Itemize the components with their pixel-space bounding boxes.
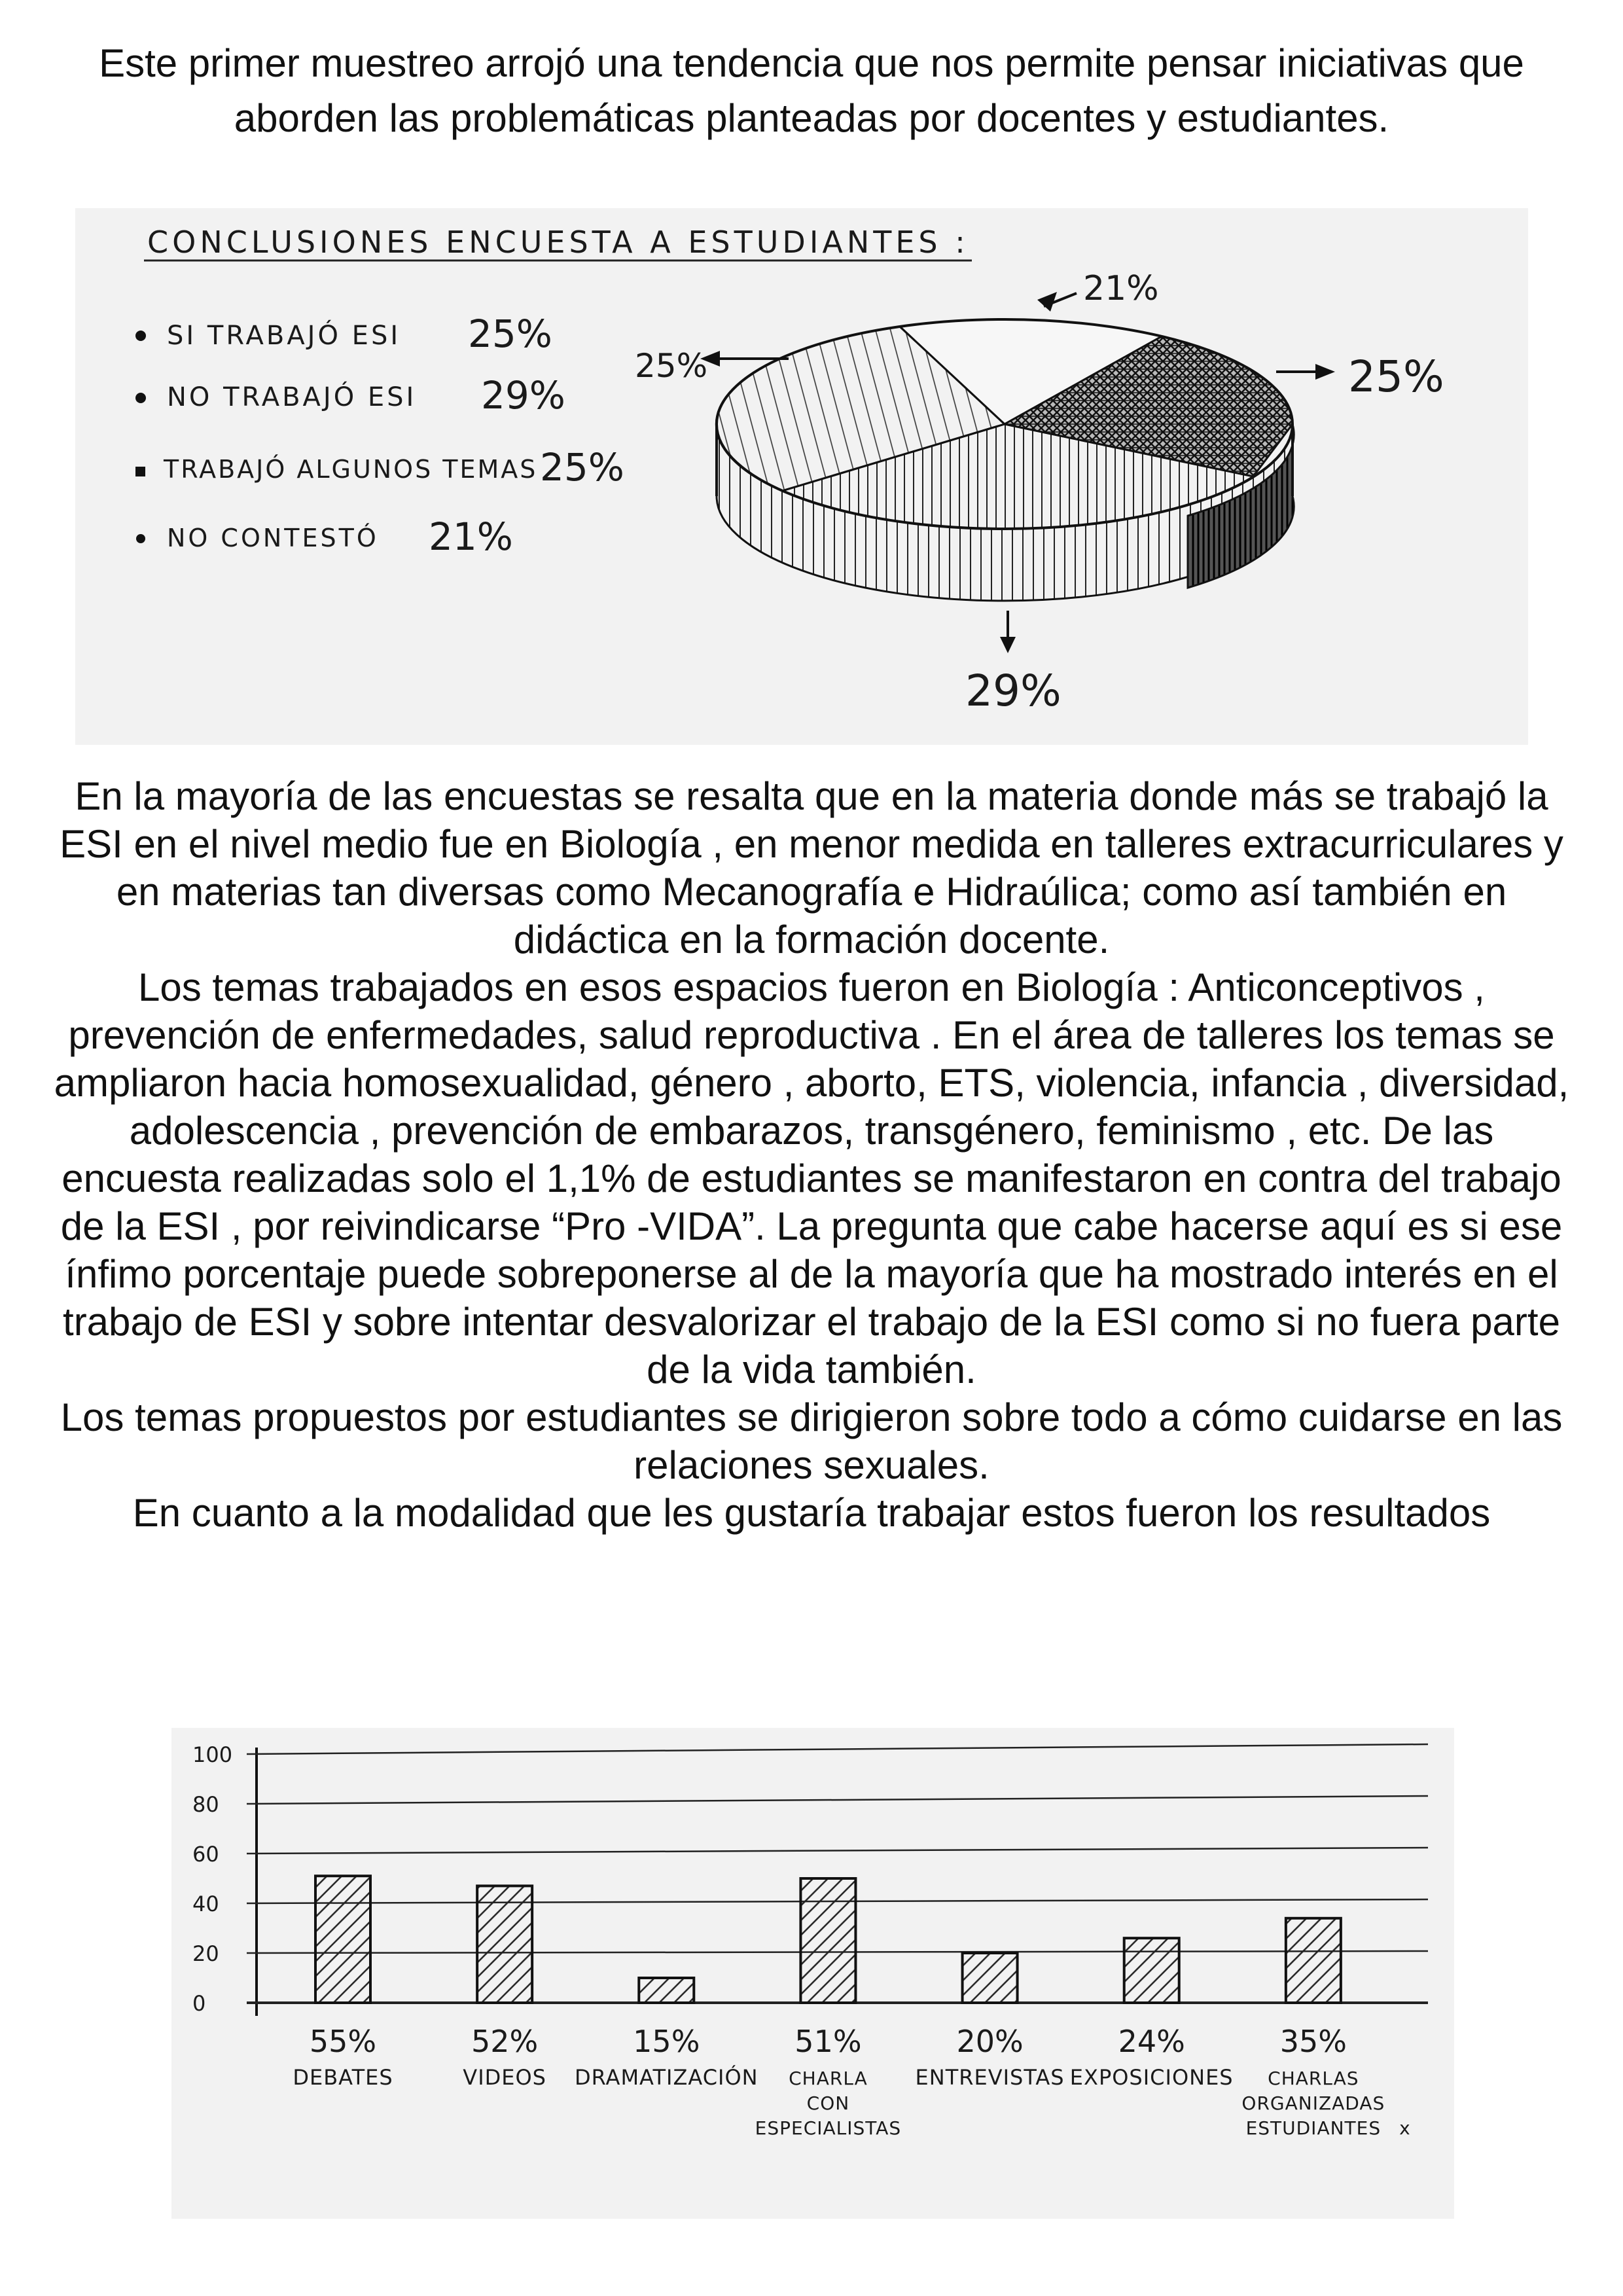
- legend-value: 29%: [481, 373, 565, 418]
- gridline: [247, 1744, 1428, 1754]
- category-label: EXPOSICIONES: [1069, 2065, 1234, 2090]
- category-label: CHARLA: [789, 2068, 868, 2089]
- legend-value: 25%: [540, 445, 624, 490]
- bar: [800, 1878, 855, 2003]
- paragraph-3: Los temas propuestos por estudiantes se dirigieron sobre todo a cómo cuidarse en las relaciones sexuales.: [60, 1395, 1563, 1487]
- callout-right: 25%: [1348, 351, 1444, 402]
- category-label: ESTUDIANTES: [1245, 2117, 1382, 2139]
- paragraph-2: Los temas trabajados en esos espacios fueron en Biología : Anticonceptivos , prevención de enfermedades, salud reproductiva . En el área de talleres los temas se ampliaron hacia homosexualidad, género , aborto, ETS, violencia, infancia , diversidad, adolescencia , prevención de embarazos, transgénero, feminismo , etc. De las encuesta realizadas solo el 1,1% de estudiantes se manifestaron en contra del trabajo de la ESI , por reivindicarse “Pro -VIDA”. La pregunta que cabe hacerse aquí es si ese ínfimo porcentaje puede sobreponerse al de la mayoría que ha mostrado interés en el trabajo de ESI y sobre intentar desvalorizar el trabajo de la ESI como si no fuera parte de la vida también.: [54, 965, 1569, 1391]
- callout-bottom: 29%: [965, 666, 1061, 716]
- y-axis-ticks: [192, 1742, 232, 2016]
- category-label: ESPECIALISTAS: [755, 2117, 902, 2139]
- bar-data-label: 52%: [471, 2024, 539, 2059]
- paragraph-1: En la mayoría de las encuestas se resalta que en la materia donde más se trabajó la ESI en el nivel medio fue en Biología , en menor medida en talleres extracurriculares y en materias tan diversas como Mecanografía e Hidraúlica; como así también en didáctica en la formación docente.: [60, 774, 1563, 961]
- legend-value: 21%: [429, 514, 513, 559]
- pie-title: CONCLUSIONES ENCUESTA A ESTUDIANTES :: [147, 224, 969, 260]
- bar: [963, 1953, 1018, 2003]
- pie-chart-panel: [75, 208, 1528, 745]
- pie-legend: [135, 312, 624, 559]
- legend-label: TRABAJÓ ALGUNOS TEMAS: [164, 455, 538, 484]
- category-label: ORGANIZADAS: [1241, 2092, 1385, 2114]
- bar: [477, 1886, 532, 2003]
- pie-graphic: [716, 319, 1294, 601]
- bar-data-label: 20%: [956, 2024, 1024, 2059]
- intro-line-2: aborden las problemáticas planteadas por docentes y estudiantes.: [234, 96, 1389, 140]
- legend-label: NO TRABAJÓ ESI: [167, 382, 417, 412]
- legend-value: 25%: [468, 312, 552, 356]
- pie-chart: [75, 208, 1528, 745]
- category-label: CON: [806, 2092, 850, 2114]
- intro-line-1: Este primer muestreo arrojó una tendencia que nos permite pensar iniciativas que: [99, 41, 1524, 85]
- category-label: DRAMATIZACIÓN: [574, 2065, 758, 2090]
- category-label: VIDEOS: [463, 2065, 546, 2090]
- callout-top: 21%: [1083, 269, 1159, 308]
- bar-labels: [293, 2024, 1410, 2139]
- y-tick-label: 40: [192, 1892, 219, 1916]
- category-label: CHARLAS: [1268, 2068, 1359, 2089]
- bars: [315, 1876, 1341, 2003]
- bar: [1286, 1918, 1341, 2003]
- bar-data-label: 55%: [309, 2024, 377, 2059]
- y-tick-label: 80: [192, 1792, 219, 1817]
- y-tick-label: 100: [192, 1742, 233, 1767]
- bar-data-label: 15%: [633, 2024, 700, 2059]
- gridline: [247, 1796, 1428, 1804]
- gridline: [247, 1848, 1428, 1854]
- paragraph-4: En cuanto a la modalidad que les gustaría trabajar estos fueron los resultados: [132, 1491, 1491, 1535]
- bar: [1124, 1938, 1179, 2003]
- legend-label: NO CONTESTÓ: [167, 524, 379, 552]
- category-label: DEBATES: [293, 2065, 393, 2090]
- category-label: x: [1399, 2117, 1411, 2139]
- bar: [315, 1876, 370, 2003]
- callout-left: 25%: [635, 347, 708, 385]
- legend-label: SI TRABAJÓ ESI: [167, 321, 401, 351]
- bar-data-label: 24%: [1118, 2024, 1185, 2059]
- bar-data-label: 51%: [794, 2024, 862, 2059]
- bar-chart-panel: [171, 1728, 1454, 2219]
- intro-text: [79, 36, 1544, 146]
- bar-data-label: 35%: [1279, 2024, 1347, 2059]
- category-label: ENTREVISTAS: [915, 2065, 1065, 2090]
- body-text: [46, 772, 1577, 1537]
- y-tick-label: 60: [192, 1842, 219, 1867]
- y-tick-label: 20: [192, 1941, 219, 1966]
- y-tick-label: 0: [192, 1991, 206, 2016]
- bar-chart: [171, 1728, 1454, 2219]
- bar: [639, 1978, 694, 2003]
